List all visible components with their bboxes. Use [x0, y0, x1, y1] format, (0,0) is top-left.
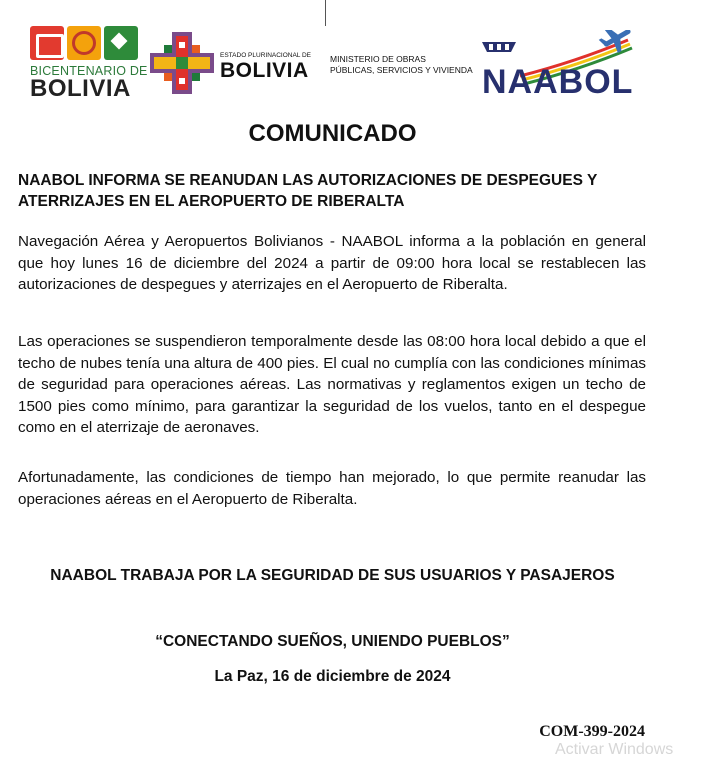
dateline: La Paz, 16 de diciembre de 2024: [214, 668, 451, 685]
bicentenario-line1: BICENTENARIO DE: [30, 64, 148, 78]
ministerio-line1: MINISTERIO DE OBRAS: [330, 54, 426, 64]
naabol-logo: [480, 30, 650, 102]
header-divider: [325, 0, 326, 26]
paragraph-3: Afortunadamente, las condiciones de tiempo han mejorado, lo que permite reanudar las operaciones aéreas en el Aeropuerto de Riberalta.: [18, 469, 646, 508]
closing-statement: NAABOL TRABAJA POR LA SEGURIDAD DE SUS USUARIOS Y PASAJEROS: [50, 567, 615, 584]
bicentenario-tile-icon: [30, 26, 64, 60]
bicentenario-logo: [30, 26, 148, 106]
reference-code: COM-399-2024: [539, 723, 645, 740]
activation-watermark: Activar Windows: [555, 741, 674, 758]
estado-small-text: ESTADO PLURINACIONAL DE: [220, 52, 312, 59]
chakana-emblem-icon: [150, 32, 214, 94]
paragraph-2: Las operaciones se suspendieron temporalmente desde las 08:00 hora local debido a que el techo de nubes tenía una altura de 400 pies. El cual no cumplía con las condiciones mínimas de seguridad para operaciones aéreas. Las normativas y reglamentos exigen un techo de 1500 pies como mínimo, para garantizar la seguridad de los vuelos, tanto en el despegue como en el aterrizaje de aeronaves.: [18, 333, 646, 436]
estado-plurinacional-logo: [150, 32, 315, 94]
document-title: COMUNICADO: [248, 120, 417, 147]
document-headline: NAABOL INFORMA SE REANUDAN LAS AUTORIZACIONES DE DESPEGUES Y ATERRIZAJES EN EL AEROPUERTO DE RIBERALTA: [18, 172, 598, 210]
ministerio-logo: [330, 54, 473, 76]
bicentenario-line2: BOLIVIA: [30, 75, 131, 102]
paragraph-1: Navegación Aérea y Aeropuertos Bolivianos - NAABOL informa a la población en general que hoy lunes 16 de diciembre del 2024 a partir de 09:00 hora local se restablecen las autorizaciones de despegues y aterrizajes en el Aeropuerto de Riberalta.: [18, 233, 646, 293]
naabol-wordmark: NAABOL: [482, 63, 634, 101]
bicentenario-icons: [30, 26, 145, 60]
slogan: “CONECTANDO SUEÑOS, UNIENDO PUEBLOS”: [155, 633, 510, 650]
ministerio-line2: PÚBLICAS, SERVICIOS Y VIVIENDA: [330, 65, 473, 75]
bicentenario-spiral-icon: [67, 26, 101, 60]
bicentenario-diamond-icon: [104, 26, 138, 60]
estado-big-text: BOLIVIA: [220, 59, 309, 82]
